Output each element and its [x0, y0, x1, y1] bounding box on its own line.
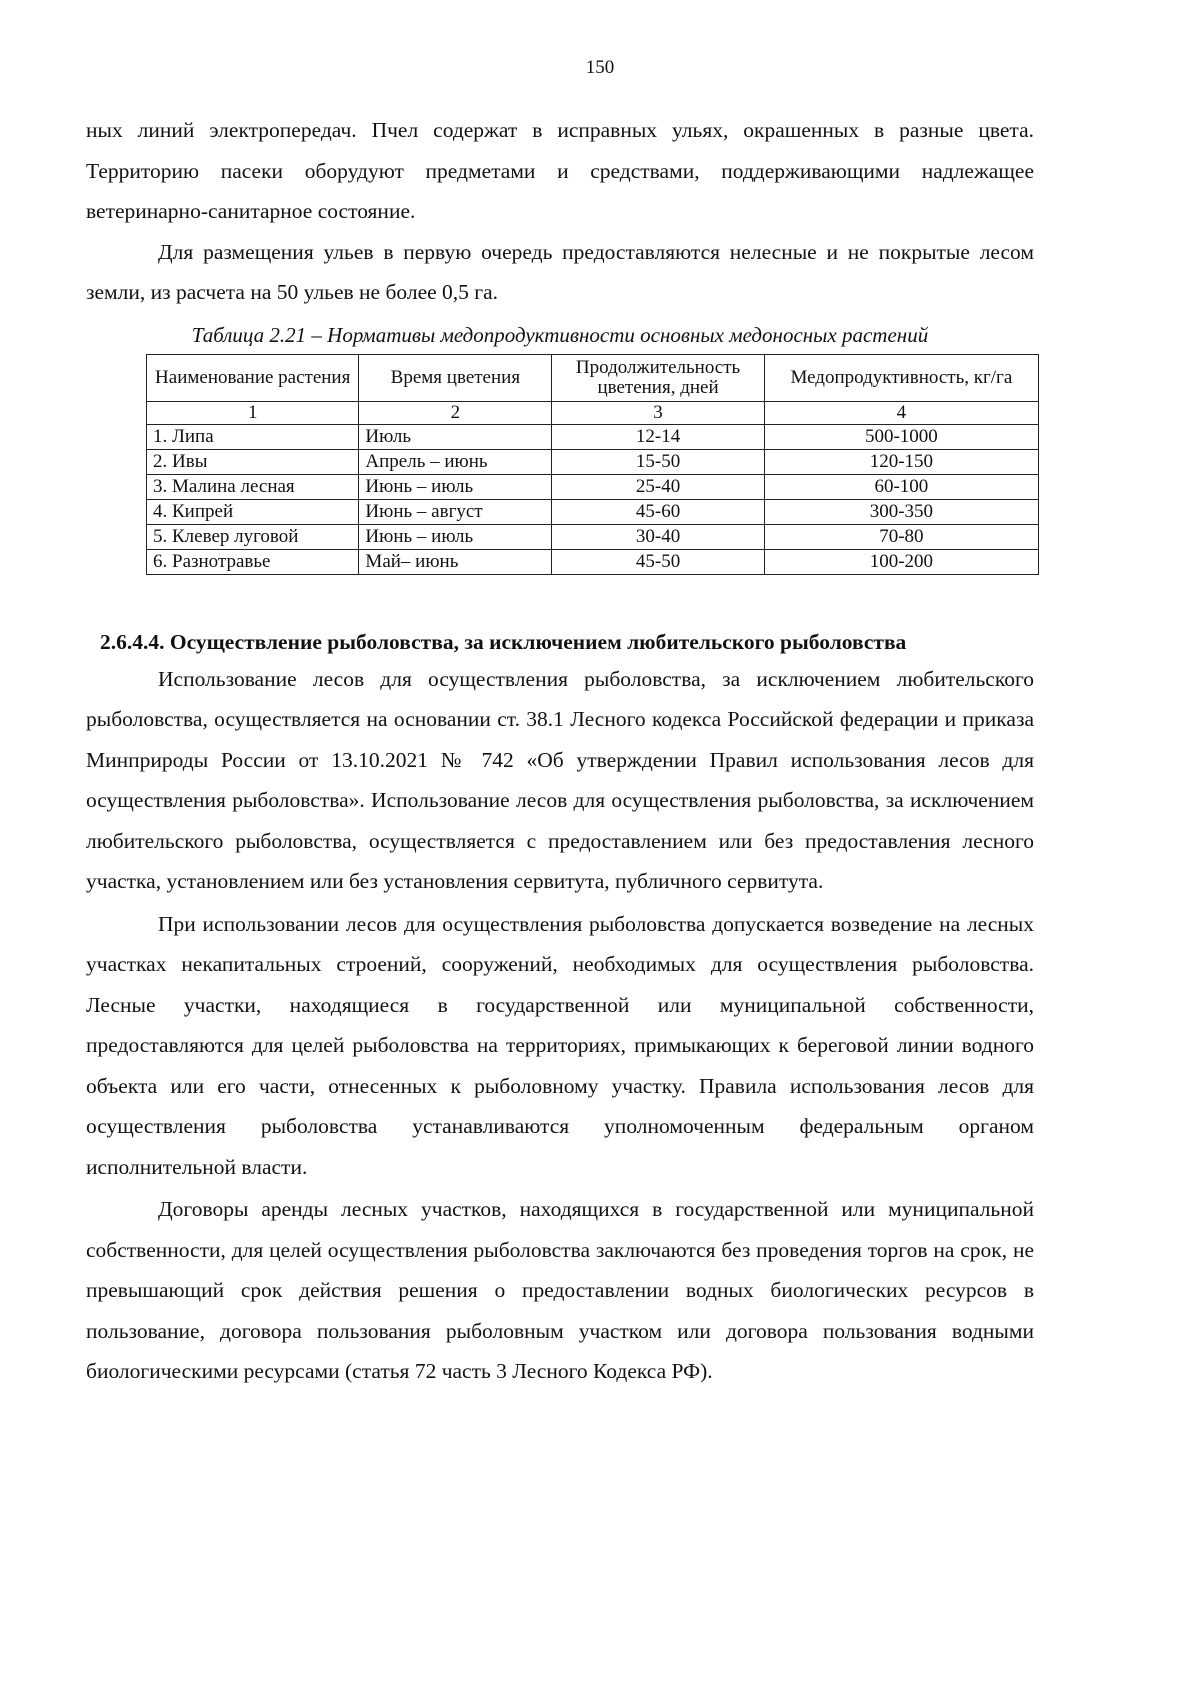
- plant-name-cell: 1. Липа: [147, 424, 359, 449]
- table-row: [147, 524, 1039, 549]
- paragraph-lease-contracts: Договоры аренды лесных участков, находящихся в государственной или муниципальной собственности, для целей осуществления рыболовства заключаются без проведения торгов на срок, не превышающий срок действия решения о предоставлении водных биологических ресурсов в пользование, договора пользования рыболовным участком или договора пользования водными биологическими ресурсами (статья 72 часть 3 Лесного Кодекса РФ).: [86, 1197, 1034, 1383]
- table-row: [147, 424, 1039, 449]
- plant-name-cell: 5. Клевер луговой: [147, 524, 359, 549]
- bloom-duration-cell: 45-50: [552, 549, 764, 574]
- honey-yield-cell: 300-350: [764, 499, 1038, 524]
- section-heading: 2.6.4.4. Осуществление рыболовства, за исключением любительского рыболовства: [100, 629, 907, 654]
- column-number: 1: [147, 401, 359, 424]
- honey-yield-cell: 120-150: [764, 449, 1038, 474]
- paragraph-continuation: ных линий электропередач. Пчел содержат в исправных ульях, окрашенных в разные цвета. Территорию пасеки оборудуют предметами и средствами, поддерживающими надлежащее ветеринарно-санитарное состояние.: [86, 118, 1034, 223]
- bloom-time-cell: Июнь – июль: [359, 474, 552, 499]
- column-header: Наименование растения: [147, 354, 359, 401]
- column-number: 2: [359, 401, 552, 424]
- bloom-time-cell: Июнь – июль: [359, 524, 552, 549]
- plant-name-cell: 6. Разнотравье: [147, 549, 359, 574]
- table-header-row: [147, 354, 1039, 401]
- page-number: 150: [585, 57, 615, 78]
- bloom-duration-cell: 45-60: [552, 499, 764, 524]
- bloom-time-cell: Апрель – июнь: [359, 449, 552, 474]
- bloom-duration-cell: 25-40: [552, 474, 764, 499]
- table-row: [147, 549, 1039, 574]
- plant-name-cell: 3. Малина лесная: [147, 474, 359, 499]
- plant-name-cell: 2. Ивы: [147, 449, 359, 474]
- table-row: [147, 499, 1039, 524]
- table-row: [147, 449, 1039, 474]
- honey-yield-cell: 60-100: [764, 474, 1038, 499]
- table-caption: Таблица 2.21 – Нормативы медопродуктивности основных медоносных растений: [191, 322, 929, 347]
- plant-name-cell: 4. Кипрей: [147, 499, 359, 524]
- bloom-duration-cell: 12-14: [552, 424, 764, 449]
- paragraph-fishing-basis: Использование лесов для осуществления рыболовства, за исключением любительского рыболовства, осуществляется на основании ст. 38.1 Лесного кодекса Российской федерации и приказа Минприроды России от 13.10.2021 № 742 «Об утверждении Правил использования лесов для осуществления рыболовства». Использование лесов для осуществления рыболовства, за исключением любительского рыболовства, осуществляется с предоставлением или без предоставления лесного участка, установлением или без установления сервитута, публичного сервитута.: [86, 666, 1034, 893]
- bloom-time-cell: Май– июнь: [359, 549, 552, 574]
- column-header: Продолжительность цветения, дней: [552, 354, 764, 401]
- honey-yield-cell: 500-1000: [764, 424, 1038, 449]
- bloom-duration-cell: 30-40: [552, 524, 764, 549]
- bloom-time-cell: Июль: [359, 424, 552, 449]
- bloom-time-cell: Июнь – август: [359, 499, 552, 524]
- column-number: 4: [764, 401, 1038, 424]
- honey-productivity-table: [146, 354, 1039, 575]
- bloom-duration-cell: 15-50: [552, 449, 764, 474]
- column-header: Медопродуктивность, кг/га: [764, 354, 1038, 401]
- table-row: [147, 474, 1039, 499]
- column-number: 3: [552, 401, 764, 424]
- column-header: Время цветения: [359, 354, 552, 401]
- page-content: [86, 110, 1034, 1392]
- paragraph-fishing-structures: При использовании лесов для осуществления рыболовства допускается возведение на лесных участках некапитальных строений, сооружений, необходимых для осуществления рыболовства. Лесные участки, находящиеся в государственной или муниципальной собственности, предоставляются для целей рыболовства на территориях, примыкающих к береговой линии водного объекта или его части, отнесенных к рыболовному участку. Правила использования лесов для осуществления рыболовства устанавливаются уполномоченным федеральным органом исполнительной власти.: [86, 911, 1034, 1179]
- paragraph-hives: Для размещения ульев в первую очередь предоставляются нелесные и не покрытые лесом земли, из расчета на 50 ульев не более 0,5 га.: [86, 239, 1034, 304]
- column-number-row: [147, 401, 1039, 424]
- honey-yield-cell: 70-80: [764, 524, 1038, 549]
- honey-yield-cell: 100-200: [764, 549, 1038, 574]
